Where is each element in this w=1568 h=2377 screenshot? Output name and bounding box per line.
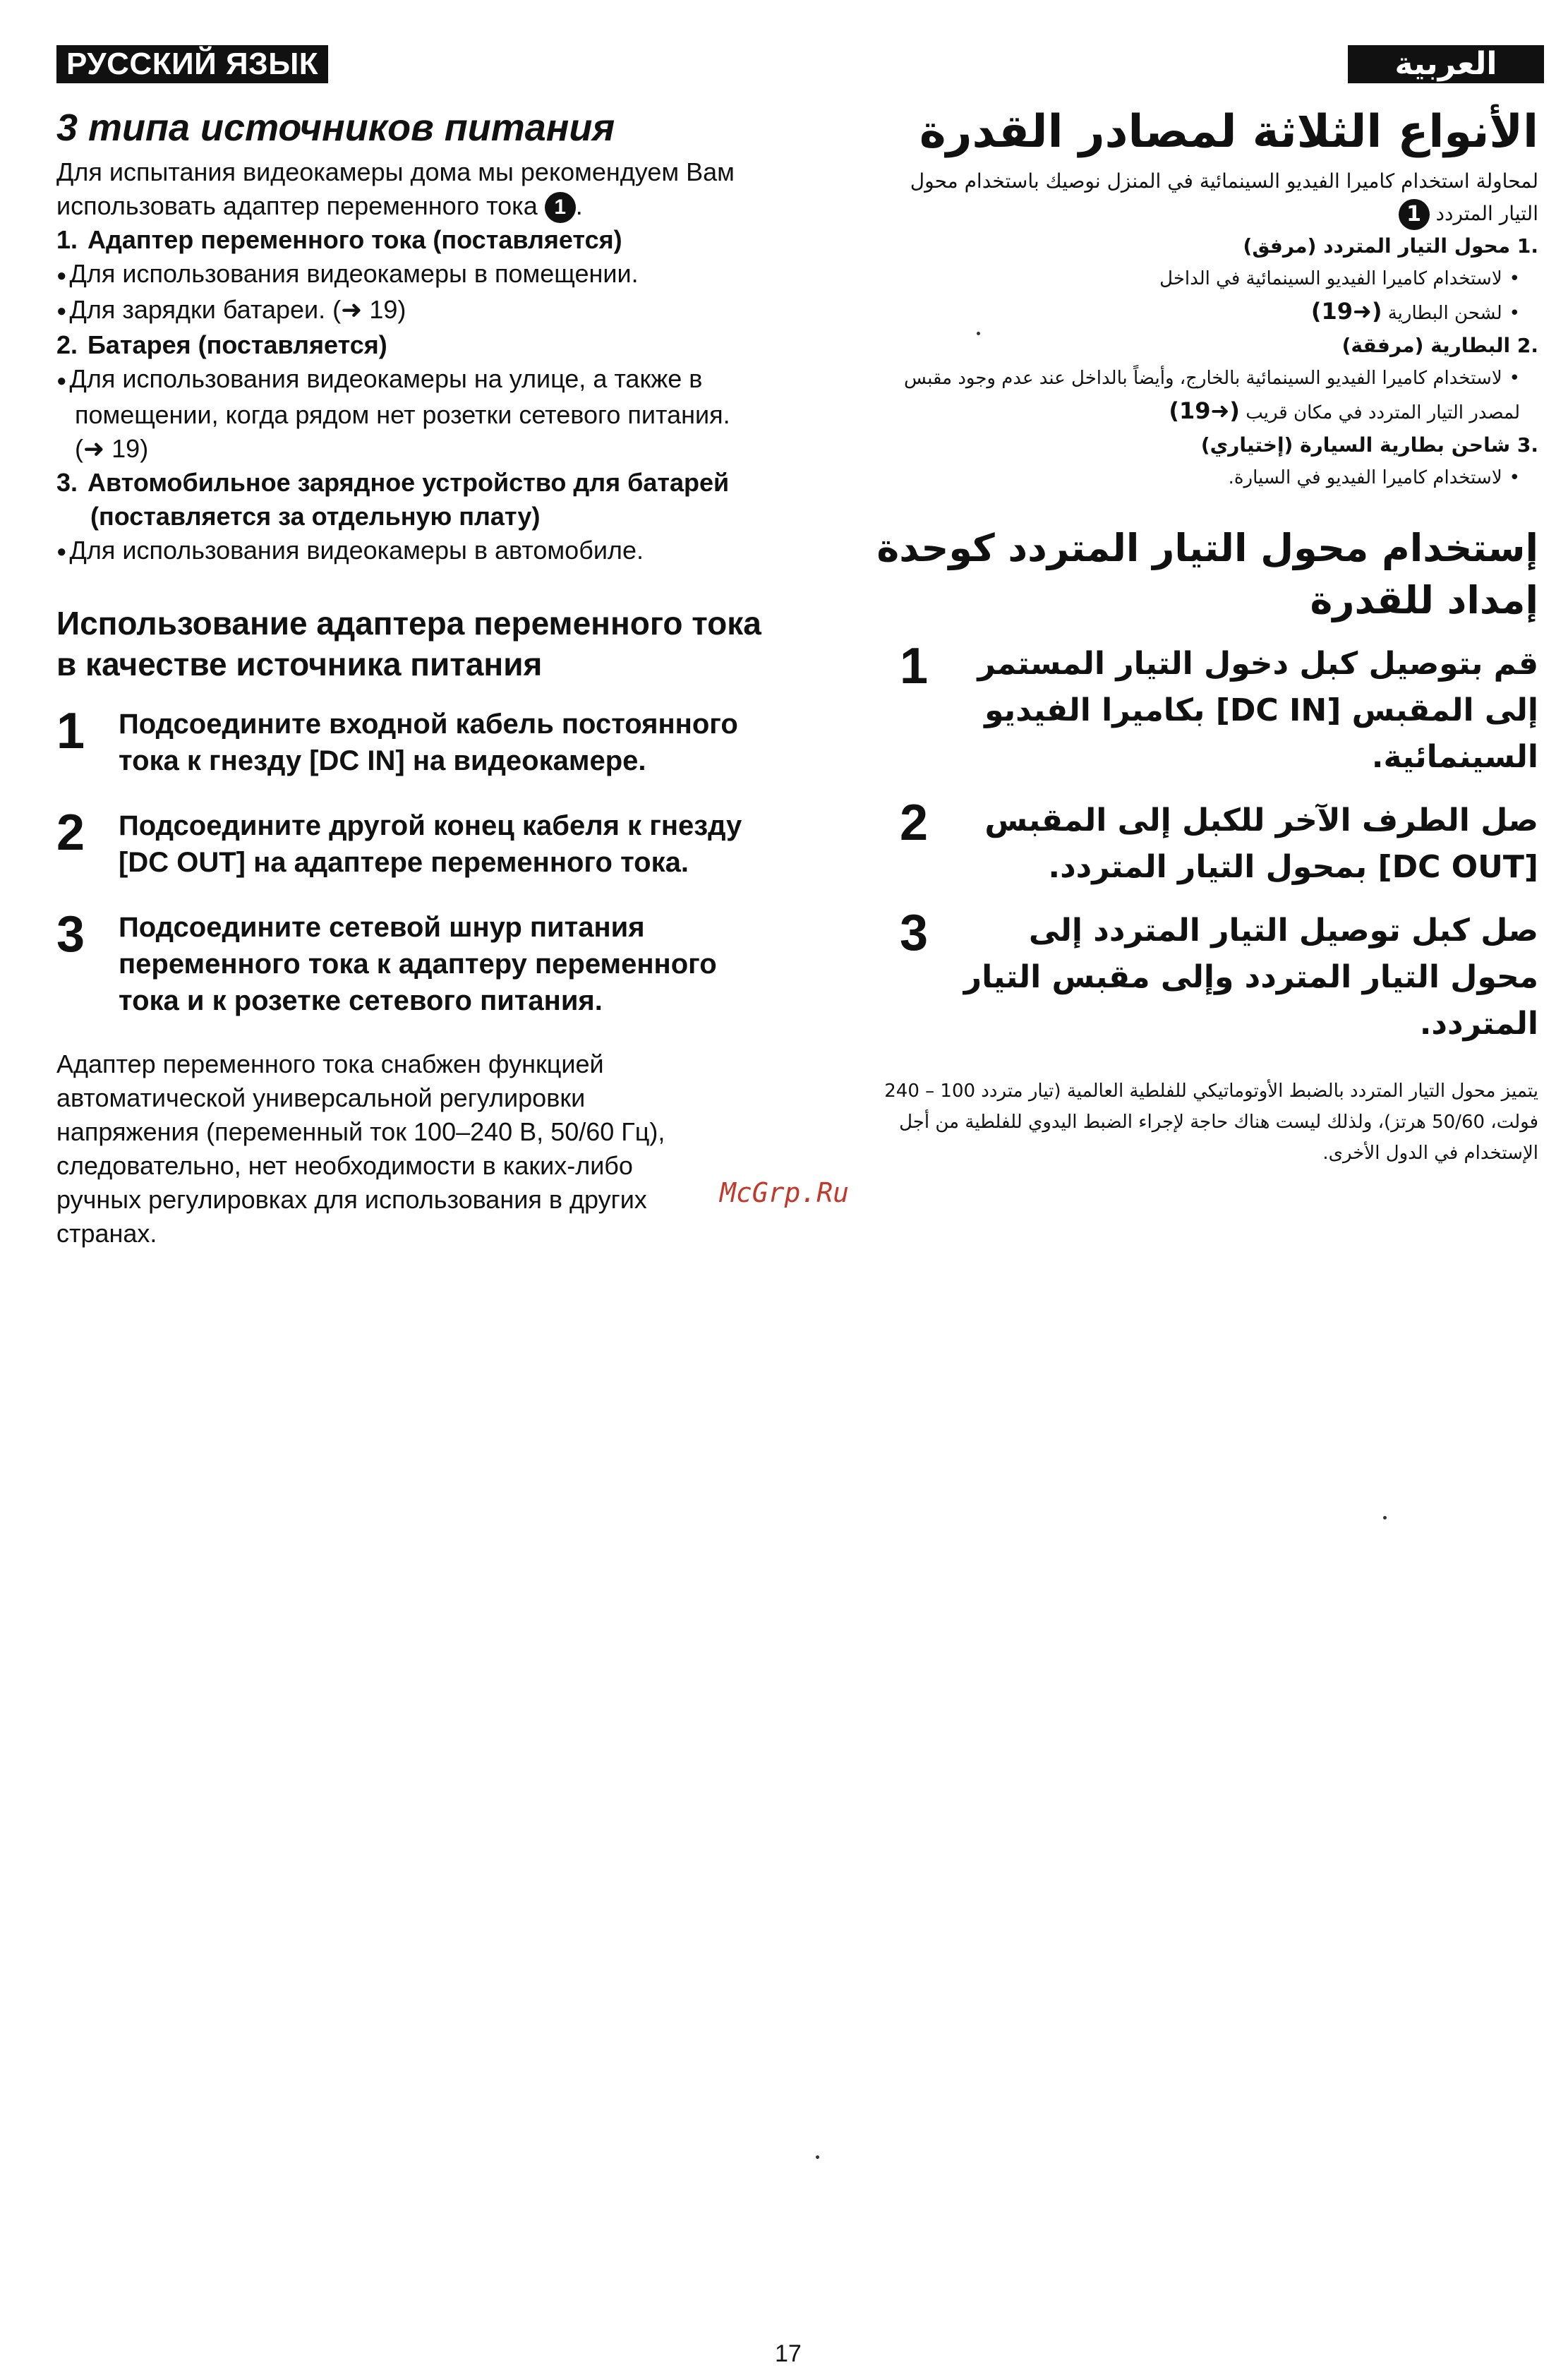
ru-bullet-text: Для использования видеокамеры в помещении. xyxy=(69,259,639,289)
ar-item-title: محول التيار المتردد (مرفق) xyxy=(1243,234,1511,258)
ru-step-number: 3 xyxy=(56,906,85,963)
russian-column xyxy=(56,106,762,1276)
ar-bullet-text: لاستخدام كاميرا الفيديو السينمائية بالخارج، وأيضاً بالداخل عند عدم وجود مقبس لمصدر التيار المتردد في مكان قريب xyxy=(904,368,1520,423)
ar-section-title: إستخدام محول التيار المتردد كوحدة إمداد للقدرة xyxy=(876,526,1538,622)
ru-list-item-2 xyxy=(56,328,762,362)
ru-step-number: 2 xyxy=(56,805,85,862)
ru-step-2 xyxy=(56,807,762,881)
scan-speck xyxy=(1383,1516,1387,1520)
ar-step-text: صل الطرف الآخر للكبل إلى المقبس [DC OUT] بمحول التيار المتردد. xyxy=(984,802,1538,885)
ru-bullet xyxy=(56,534,762,569)
ru-note: Адаптер переменного тока снабжен функцией автоматической универсальной регулировки напряжения (переменный ток 100–240 В, 50/60 Гц), следовательно, нет необходимости в каких-либо ручных регулировках для использования в других странах. xyxy=(56,1049,665,1248)
scan-speck xyxy=(816,2155,819,2159)
ar-item-number: .2 xyxy=(1516,334,1538,357)
ar-step-1 xyxy=(875,638,1538,781)
ru-step-3 xyxy=(56,906,762,1019)
ru-bullet-text: Для использования видеокамеры в автомобиле. xyxy=(69,535,644,565)
page-number: 17 xyxy=(775,2340,802,2367)
ar-item-title: البطارية (مرفقة) xyxy=(1341,334,1511,357)
ru-step-text: Подсоедините сетевой шнур питания переменного тока к адаптеру переменного тока и к розетке сетевого питания. xyxy=(119,912,717,1017)
language-tab-russian: РУССКИЙ ЯЗЫК xyxy=(56,45,328,83)
ar-page-ref: (➜19) xyxy=(1310,298,1382,325)
ar-note: يتميز محول التيار المتردد بالضبط الأوتوماتيكي للفلطية العالمية (تيار متردد 100 – 240 فولت، 50/60 هرتز)، ولذلك ليست هناك حاجة لإجراء الضبط اليدوي للفلطية من أجل الإستخدام في الدول الأخرى. xyxy=(884,1081,1538,1164)
ru-bullet xyxy=(56,293,762,328)
ar-step-number: 3 xyxy=(899,905,929,961)
ru-item-number: 2. xyxy=(56,330,78,360)
ru-bullet-text: Для использования видеокамеры на улице, а также в помещении, когда рядом нет розетки сетевого питания. (➜ 19) xyxy=(69,364,730,463)
ar-step-number: 1 xyxy=(899,638,929,694)
ar-bullet xyxy=(875,362,1538,429)
ar-intro xyxy=(875,165,1538,230)
ru-item-title: Батарея (поставляется) xyxy=(88,330,387,360)
ar-bullet-text: لشحن البطارية xyxy=(1387,303,1502,324)
ru-step-text: Подсоедините другой конец кабеля к гнезду [DC OUT] на адаптере переменного тока. xyxy=(119,810,742,879)
ru-step-number: 1 xyxy=(56,703,85,760)
ar-bullet: • لاستخدام كاميرا الفيديو السينمائية في الداخل xyxy=(875,263,1538,295)
ru-item-title: Автомобильное зарядное устройство для батарей (поставляется за отдельную плату) xyxy=(88,467,730,531)
ar-step-text: صل كبل توصيل التيار المتردد إلى محول التيار المتردد وإلى مقبس التيار المتردد. xyxy=(963,913,1538,1042)
ru-bullet xyxy=(56,257,762,292)
ru-page-title: 3 типа источников питания xyxy=(56,107,615,149)
language-tab-arabic: العربية xyxy=(1348,45,1544,83)
ar-intro-text: لمحاولة استخدام كاميرا الفيديو السينمائية في المنزل نوصيك باستخدام محول التيار المتردد xyxy=(910,169,1538,225)
ru-step-1 xyxy=(56,703,762,779)
ar-step-text: قم بتوصيل كبل دخول التيار المستمر إلى المقبس [DC IN] بكاميرا الفيديو السينمائية. xyxy=(977,646,1538,775)
ru-item-number: 3. xyxy=(56,467,78,497)
ar-list-item-1 xyxy=(875,230,1538,263)
ar-item-number: .3 xyxy=(1516,433,1538,457)
ru-bullet xyxy=(56,362,762,465)
ru-intro-end: . xyxy=(575,191,583,220)
ar-list-item-3 xyxy=(875,429,1538,462)
ar-bullet: • لاستخدام كاميرا الفيديو في السيارة. xyxy=(875,462,1538,494)
ar-step-3 xyxy=(875,905,1538,1047)
ru-list-item-3 xyxy=(56,466,762,534)
ru-bullet-text: Для зарядки батареи. (➜ 19) xyxy=(69,294,406,324)
ar-list-item-2 xyxy=(875,330,1538,362)
ru-item-number: 1. xyxy=(56,225,78,255)
ar-step-number: 2 xyxy=(899,795,929,851)
ar-item-number: .1 xyxy=(1516,234,1538,258)
ar-bullet xyxy=(875,295,1538,330)
ar-page-ref: (➜19) xyxy=(1169,397,1240,424)
ru-list-item-1 xyxy=(56,223,762,257)
ru-intro xyxy=(56,155,762,223)
ru-intro-text: Для испытания видеокамеры дома мы рекомендуем Вам использовать адаптер переменного тока xyxy=(56,157,735,220)
ru-section-title: Использование адаптера переменного тока в качестве источника питания xyxy=(56,605,761,683)
ru-intro-marker-icon: 1 xyxy=(545,192,576,223)
ar-intro-marker-icon: 1 xyxy=(1399,199,1430,230)
ru-item-title: Адаптер переменного тока (поставляется) xyxy=(88,225,622,255)
arabic-column xyxy=(875,106,1538,1187)
ar-item-title: شاحن بطارية السيارة (إختياري) xyxy=(1200,433,1511,457)
scan-speck xyxy=(977,332,980,335)
ru-step-text: Подсоедините входной кабель постоянного тока к гнезду [DC IN] на видеокамере. xyxy=(119,709,738,777)
ar-page-title: الأنواع الثلاثة لمصادر القدرة xyxy=(919,106,1538,158)
ar-step-2 xyxy=(875,795,1538,891)
watermark: McGrp.Ru xyxy=(720,1177,850,1208)
